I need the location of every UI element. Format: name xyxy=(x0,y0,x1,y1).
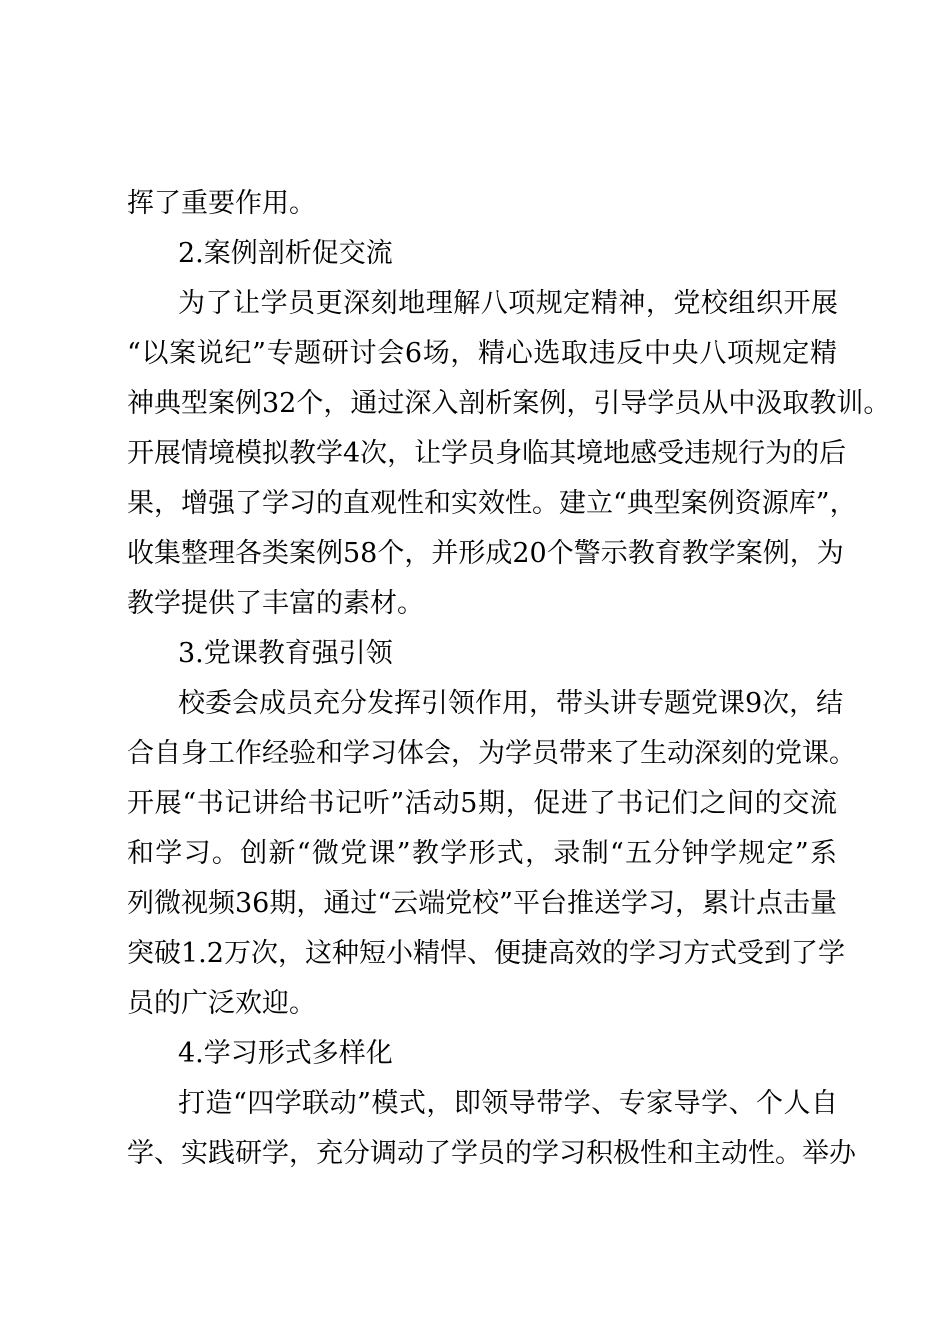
paragraph-line: 员的广泛欢迎。 xyxy=(127,988,316,1019)
section-heading: 2.案例剖析促交流 xyxy=(178,238,393,269)
section-heading: 4.学习形式多样化 xyxy=(178,1038,393,1069)
section-heading: 3.党课教育强引领 xyxy=(178,638,393,669)
paragraph-line: 为了让学员更深刻地理解八项规定精神，党校组织开展 xyxy=(178,288,838,319)
paragraph-line: 学、实践研学，充分调动了学员的学习积极性和主动性。举办 xyxy=(127,1138,856,1169)
paragraph-line: 校委会成员充分发挥引领作用，带头讲专题党课9次，结 xyxy=(178,688,844,719)
paragraph-line: 果，增强了学习的直观性和实效性。建立“典型案例资源库”， xyxy=(127,488,857,519)
paragraph-line: 收集整理各类案例58个，并形成20个警示教育教学案例，为 xyxy=(127,538,844,569)
paragraph-line: 和学习。创新“微党课”教学形式，录制“五分钟学规定”系 xyxy=(127,838,837,869)
paragraph-line: 突破1.2万次，这种短小精悍、便捷高效的学习方式受到了学 xyxy=(127,938,845,969)
paragraph-line: “以案说纪”专题研讨会6场，精心选取违反中央八项规定精 xyxy=(127,338,837,369)
paragraph-line: 开展“书记讲给书记听”活动5期，促进了书记们之间的交流 xyxy=(127,788,837,819)
paragraph-line: 开展情境模拟教学4次，让学员身临其境地感受违规行为的后 xyxy=(127,438,847,469)
paragraph-line: 教学提供了丰富的素材。 xyxy=(127,588,424,619)
paragraph-line: 打造“四学联动”模式，即领导带学、专家导学、个人自 xyxy=(178,1088,838,1119)
paragraph-line: 合自身工作经验和学习体会，为学员带来了生动深刻的党课。 xyxy=(127,738,856,769)
paragraph-line: 列微视频36期，通过“云端党校”平台推送学习，累计点击量 xyxy=(127,888,837,919)
paragraph-line: 神典型案例32个，通过深入剖析案例，引导学员从中汲取教训。 xyxy=(127,388,891,419)
paragraph-line: 挥了重要作用。 xyxy=(127,188,316,219)
